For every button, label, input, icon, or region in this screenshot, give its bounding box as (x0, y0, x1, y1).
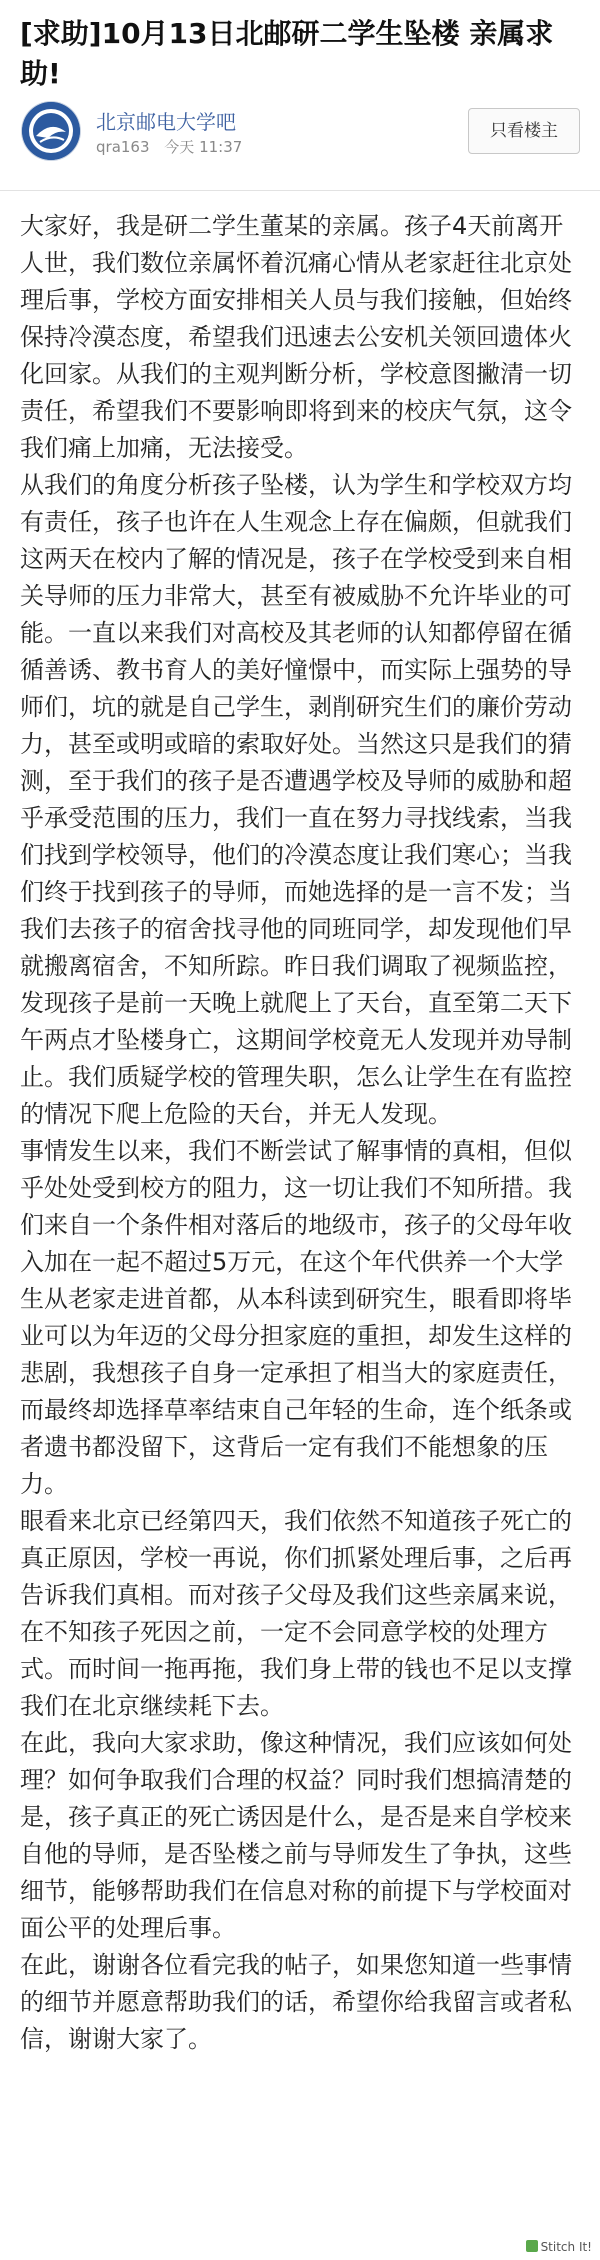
stitch-logo-icon (526, 2240, 538, 2252)
post-title: [求助]10月13日北邮研二学生坠楼 亲属求助! (20, 17, 554, 90)
post-paragraph: 在此，谢谢各位看完我的帖子，如果您知道一些事情的细节并愿意帮助我们的话，希望你给我留言或者私信，谢谢大家了。 (20, 1951, 572, 2053)
post-paragraph: 从我们的角度分析孩子坠楼，认为学生和学校双方均有责任，孩子也许在人生观念上存在偏颇，但就我们这两天在校内了解的情况是，孩子在学校受到来自相关导师的压力非常大，甚至有被威胁不允许毕业的可能。一直以来我们对高校及其老师的认知都停留在循循善诱、教书育人的美好憧憬中，而实际上强势的导师们，坑的就是自己学生，剥削研究生们的廉价劳动力，甚至或明或暗的索取好处。当然这只是我们的猜测，至于我们的孩子是否遭遇学校及导师的威胁和超乎承受范围的压力，我们一直在努力寻找线索，当我们找到学校领导，他们的冷漠态度让我们寒心；当我们终于找到孩子的导师，而她选择的是一言不发；当我们去孩子的宿舍找寻他的同班同学，却发现他们早就搬离宿舍，不知所踪。昨日我们调取了视频监控，发现孩子是前一天晚上就爬上了天台，直至第二天下午两点才坠楼身亡，这期间学校竟无人发现并劝导制止。我们质疑学校的管理失职，怎么让学生在有监控的情况下爬上危险的天台，并无人发现。 (20, 471, 572, 1128)
forum-name-link[interactable]: 北京邮电大学吧 (96, 110, 236, 134)
bupt-logo-icon (22, 102, 80, 160)
post-paragraph: 大家好，我是研二学生董某的亲属。孩子4天前离开人世，我们数位亲属怀着沉痛心情从老家赶往北京处理后事，学校方面安排相关人员与我们接触，但始终保持冷漠态度，希望我们迅速去公安机关领回遗体火化回家。从我们的主观判断分析，学校意图撇清一切责任，希望我们不要影响即将到来的校庆气氛，这令我们痛上加痛，无法接受。 (20, 212, 572, 462)
stitch-watermark (526, 2240, 592, 2254)
forum-avatar[interactable] (22, 102, 80, 160)
post-paragraph: 事情发生以来，我们不断尝试了解事情的真相，但似乎处处受到校方的阻力，这一切让我们不知所措。我们来自一个条件相对落后的地级市，孩子的父母年收入加在一起不超过5万元，在这个年代供养一个大学生从老家走进首都，从本科读到研究生，眼看即将毕业可以为年迈的父母分担家庭的重担，却发生这样的悲剧，我想孩子自身一定承担了相当大的家庭责任，而最终却选择草率结束自己年轻的生命，连个纸条或者遗书都没留下，这背后一定有我们不能想象的压力。 (20, 1137, 572, 1498)
author-name[interactable]: qra163 (96, 138, 150, 156)
header-divider (0, 190, 600, 191)
watermark-text: Stitch It! (540, 2240, 592, 2254)
post-paragraph: 眼看来北京已经第四天，我们依然不知道孩子死亡的真正原因，学校一再说，你们抓紧处理后事，之后再告诉我们真相。而对孩子父母及我们这些亲属来说，在不知孩子死因之前，一定不会同意学校的处理方式。而时间一拖再拖，我们身上带的钱也不足以支撑我们在北京继续耗下去。 (20, 1507, 572, 1720)
post-time: 今天 11:37 (164, 138, 243, 156)
host-only-button[interactable]: 只看楼主 (468, 108, 580, 154)
post-content (20, 208, 580, 2058)
post-header (20, 102, 580, 172)
post-paragraph: 在此，我向大家求助，像这种情况，我们应该如何处理？如何争取我们合理的权益？同时我们想搞清楚的是，孩子真正的死亡诱因是什么，是否是来自学校来自他的导师，是否坠楼之前与导师发生了争执，这些细节，能够帮助我们在信息对称的前提下与学校面对面公平的处理后事。 (20, 1729, 572, 1942)
post-meta (96, 136, 252, 157)
